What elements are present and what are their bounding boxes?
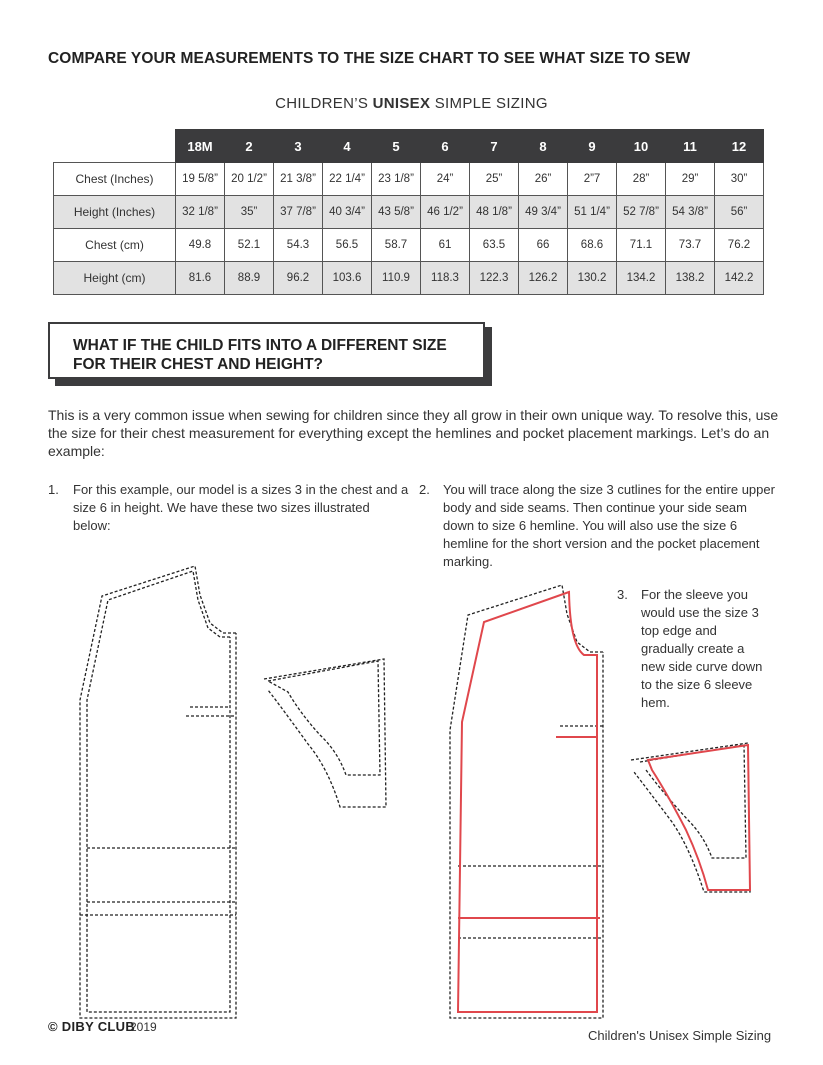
chart-title-prefix: CHILDREN’S <box>275 95 373 112</box>
callout-line-2: FOR THEIR CHEST AND HEIGHT? <box>73 356 324 373</box>
sleeve-pattern-sizes-3-6 <box>264 659 386 807</box>
table-cell: 48 1/8” <box>470 196 519 229</box>
row-label: Chest (cm) <box>54 229 176 262</box>
table-cell: 40 3/4” <box>323 196 372 229</box>
table-cell: 81.6 <box>176 262 225 295</box>
table-cell: 126.2 <box>519 262 568 295</box>
size-header: 2 <box>225 130 274 163</box>
table-cell: 24” <box>421 163 470 196</box>
table-cell: 96.2 <box>274 262 323 295</box>
intro-paragraph: This is a very common issue when sewing for children since they all grow in their own unique way. To resolve this, use the size for their chest measurement for everything except the hemlines and pocket placement markings. Let’s do an example: <box>48 407 779 459</box>
table-cell: 52 7/8” <box>617 196 666 229</box>
callout-line-1: WHAT IF THE CHILD FITS INTO A DIFFERENT SIZE <box>73 337 447 354</box>
page-heading: COMPARE YOUR MEASUREMENTS TO THE SIZE CHART TO SEE WHAT SIZE TO SEW <box>48 50 691 67</box>
sleeve-pattern-traced <box>631 743 750 892</box>
size-header: 8 <box>519 130 568 163</box>
step-text: You will trace along the size 3 cutlines for the entire upper body and side seams. Then continue your side seam down to size 6 hemline. You will also use the size 6 hemline for the short version and the pocket placement marking. <box>443 482 775 569</box>
table-cell: 23 1/8” <box>372 163 421 196</box>
table-cell: 19 5/8” <box>176 163 225 196</box>
traced-cutline <box>458 592 597 1012</box>
row-label: Height (cm) <box>54 262 176 295</box>
table-cell: 103.6 <box>323 262 372 295</box>
table-cell: 28” <box>617 163 666 196</box>
table-cell: 37 7/8” <box>274 196 323 229</box>
sleeve-size-6-outline <box>264 659 386 807</box>
table-cell: 56” <box>715 196 764 229</box>
table-cell: 2”7 <box>568 163 617 196</box>
step-number: 2. <box>419 482 430 497</box>
table-cell: 30” <box>715 163 764 196</box>
sleeve-size-3-outline <box>268 661 380 775</box>
size-header: 5 <box>372 130 421 163</box>
traced-sleeve-cutline <box>648 745 750 890</box>
table-cell: 142.2 <box>715 262 764 295</box>
table-cell: 49 3/4” <box>519 196 568 229</box>
table-cell: 20 1/2” <box>225 163 274 196</box>
size-header: 12 <box>715 130 764 163</box>
table-cell: 134.2 <box>617 262 666 295</box>
size-header: 4 <box>323 130 372 163</box>
table-cell: 68.6 <box>568 229 617 262</box>
bodice-pattern-traced <box>450 585 603 1018</box>
table-cell: 118.3 <box>421 262 470 295</box>
table-cell: 138.2 <box>666 262 715 295</box>
bodice-size-6-outline <box>80 566 236 1018</box>
table-cell: 56.5 <box>323 229 372 262</box>
size-header: 3 <box>274 130 323 163</box>
table-cell: 43 5/8” <box>372 196 421 229</box>
table-cell: 29” <box>666 163 715 196</box>
table-cell: 73.7 <box>666 229 715 262</box>
table-cell: 61 <box>421 229 470 262</box>
bodice-size-3-outline <box>87 571 230 1012</box>
table-cell: 52.1 <box>225 229 274 262</box>
table-cell: 46 1/2” <box>421 196 470 229</box>
size-header: 9 <box>568 130 617 163</box>
table-cell: 122.3 <box>470 262 519 295</box>
sleeve-size-6-outline <box>631 743 750 892</box>
table-cell: 88.9 <box>225 262 274 295</box>
chart-title-suffix: SIMPLE SIZING <box>430 95 548 112</box>
footer-logo: © DIBY CLUB <box>48 1019 136 1034</box>
table-cell: 26” <box>519 163 568 196</box>
size-header: 7 <box>470 130 519 163</box>
table-cell: 32 1/8” <box>176 196 225 229</box>
table-cell: 54.3 <box>274 229 323 262</box>
row-label: Height (Inches) <box>54 196 176 229</box>
table-cell: 51 1/4” <box>568 196 617 229</box>
step-number: 1. <box>48 482 59 497</box>
row-label: Chest (Inches) <box>54 163 176 196</box>
table-cell: 35” <box>225 196 274 229</box>
step-number: 3. <box>617 587 628 602</box>
table-cell: 66 <box>519 229 568 262</box>
table-cell: 54 3/8” <box>666 196 715 229</box>
size-header: 6 <box>421 130 470 163</box>
table-cell: 22 1/4” <box>323 163 372 196</box>
table-cell: 21 3/8” <box>274 163 323 196</box>
size-header: 18M <box>176 130 225 163</box>
table-cell: 130.2 <box>568 262 617 295</box>
table-cell: 49.8 <box>176 229 225 262</box>
table-cell: 76.2 <box>715 229 764 262</box>
footer-title: Children's Unisex Simple Sizing <box>588 1028 772 1043</box>
step-text: For this example, our model is a sizes 3 in the chest and a size 6 in height. We have these two sizes illustrated below: <box>73 482 409 533</box>
step-text: For the sleeve you would use the size 3 top edge and gradually create a new side curve down to the size 6 sleeve hem. <box>641 587 763 710</box>
size-header: 10 <box>617 130 666 163</box>
table-cell: 71.1 <box>617 229 666 262</box>
table-cell: 25” <box>470 163 519 196</box>
table-cell: 110.9 <box>372 262 421 295</box>
bodice-pattern-sizes-3-6 <box>80 566 236 1018</box>
footer-year: 2019 <box>130 1020 157 1034</box>
table-cell: 63.5 <box>470 229 519 262</box>
size-header: 11 <box>666 130 715 163</box>
chart-title-bold: UNISEX <box>372 95 431 112</box>
table-cell: 58.7 <box>372 229 421 262</box>
